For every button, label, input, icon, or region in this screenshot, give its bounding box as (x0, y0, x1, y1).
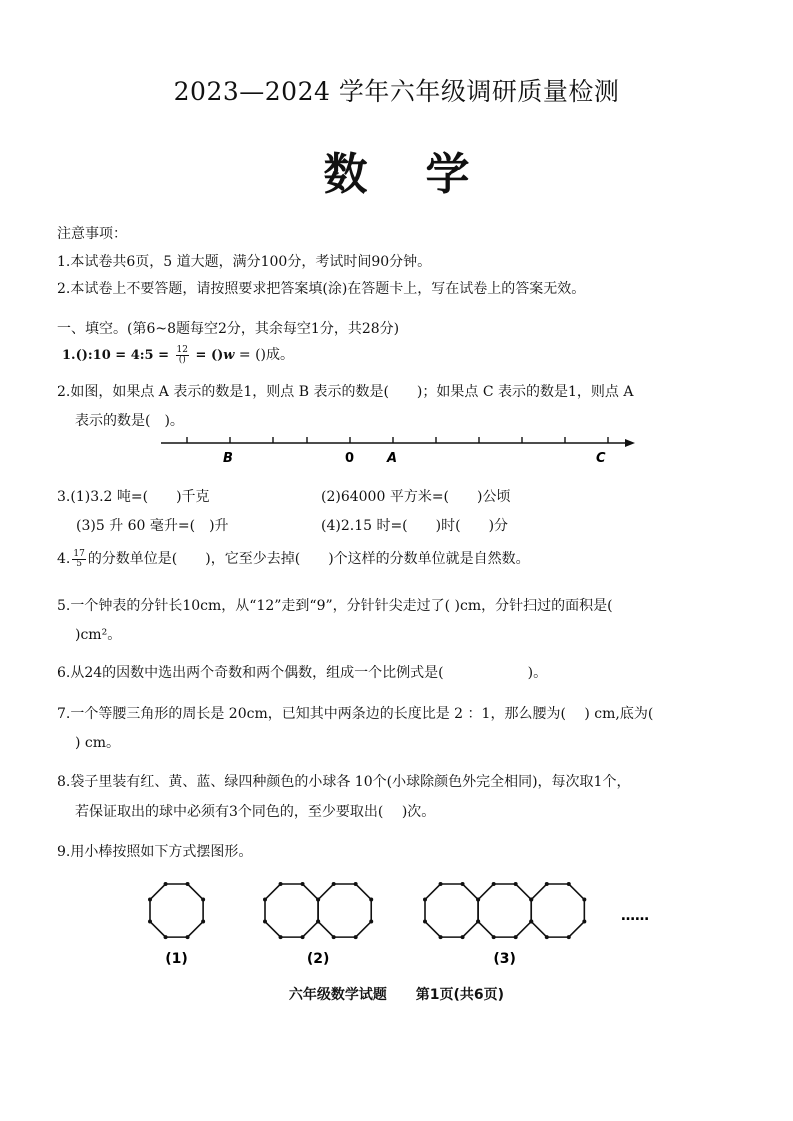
q1-part-b: = () (191, 348, 224, 363)
stick-joint-dot (423, 898, 427, 902)
question-8-line-1: 8.袋子里装有红、黄、蓝、绿四种颜色的小球各 10个(小球除颜色外完全相同)，每次取1个， (57, 774, 631, 790)
q1-part-c: = ()成。 (234, 347, 295, 363)
figure-ellipsis: …… (621, 908, 649, 924)
question-2-line-2: 表示的数是( )。 (75, 413, 184, 429)
question-3-part-2: (2)64000 平方米=( )公顷 (321, 489, 511, 505)
stick-joint-dot (263, 898, 267, 902)
stick-joint-dot (316, 920, 320, 924)
figure-1-octagon (150, 884, 203, 937)
stick-joint-dot (301, 935, 305, 939)
question-3-part-1: 3.(1)3.2 吨=( )千克 (57, 489, 210, 505)
stick-joint-dot (301, 882, 305, 886)
stick-joint-dot (263, 920, 267, 924)
stick-joint-dot (201, 920, 205, 924)
question-3-part-3: (3)5 升 60 毫升=( )升 (76, 518, 229, 534)
question-2-line-1: 2.如图，如果点 A 表示的数是1，则点 B 表示的数是( )；如果点 C 表示的数是1，则点 A (57, 384, 634, 400)
stick-joint-dot (186, 882, 190, 886)
figure-3-octagon (531, 884, 584, 937)
figure-3-octagon (425, 884, 478, 937)
figure-3-octagon (478, 884, 531, 937)
q1-fraction-denominator: () (178, 354, 186, 365)
figure-label-1: (1) (165, 951, 188, 967)
notes-heading: 注意事项： (57, 226, 127, 242)
stick-joint-dot (529, 898, 533, 902)
stick-joint-dot (545, 882, 549, 886)
point-b-label: B (223, 451, 233, 466)
q4-fraction (72, 550, 85, 569)
stick-joint-dot (567, 935, 571, 939)
stick-joint-dot (369, 898, 373, 902)
stick-joint-dot (186, 935, 190, 939)
section-1-heading: 一、填空。(第6~8题每空2分，其余每空1分，共28分) (57, 321, 400, 337)
stick-joint-dot (439, 882, 443, 886)
stick-joint-dot (279, 882, 283, 886)
question-5-line-2: )cm²。 (75, 627, 122, 643)
stick-joint-dot (492, 935, 496, 939)
footer-exam-name: 六年级数学试题 (288, 987, 387, 1003)
q4-fraction-denominator: 5 (76, 558, 82, 569)
stick-joint-dot (461, 935, 465, 939)
footer-page-number: 第1页(共6页) (415, 987, 505, 1003)
question-3-part-4: (4)2.15 时=( )时( )分 (321, 518, 509, 534)
q4-prefix: 4. (57, 551, 71, 567)
note-item-2: 2.本试卷上不要答题，请按照要求把答案填(涂)在答题卡上，写在试卷上的答案无效。 (57, 281, 586, 297)
question-6: 6.从24的因数中选出两个奇数和两个偶数，组成一个比例式是( )。 (57, 665, 548, 681)
stick-joint-dot (148, 898, 152, 902)
q4-text: 的分数单位是( )，它至少去掉( )个这样的分数单位就是自然数。 (87, 551, 530, 567)
figure-label-2: (2) (306, 951, 330, 967)
question-9: 9.用小棒按照如下方式摆图形。 (57, 844, 253, 860)
question-8-line-2: 若保证取出的球中必须有3个同色的，至少要取出( )次。 (75, 804, 436, 820)
point-a-label: A (387, 451, 398, 466)
q1-fraction-numerator: 12 (176, 344, 188, 355)
stick-joint-dot (164, 935, 168, 939)
figure-2-octagon (265, 884, 318, 937)
zero-label: 0 (345, 451, 355, 466)
stick-joint-dot (439, 935, 443, 939)
stick-joint-dot (582, 920, 586, 924)
stick-joint-dot (514, 882, 518, 886)
stick-joint-dot (164, 882, 168, 886)
stick-joint-dot (201, 898, 205, 902)
subject-title: 数学 (323, 149, 528, 200)
question-7-line-1: 7.一个等腰三角形的周长是 20cm，已知其中两条边的长度比是 2 ：1，那么腰为( ) cm,底为( (57, 706, 654, 722)
stick-joint-dot (423, 920, 427, 924)
question-4 (57, 548, 530, 569)
page-footer (0, 984, 793, 1004)
stick-joint-dot (582, 898, 586, 902)
stick-joint-dot (148, 920, 152, 924)
figure-label-3: (3) (493, 951, 516, 967)
stick-joint-dot (492, 882, 496, 886)
q1-fraction (176, 346, 189, 365)
stick-joint-dot (332, 882, 336, 886)
stick-joint-dot (354, 935, 358, 939)
stick-joint-dot (279, 935, 283, 939)
stick-joint-dot (461, 882, 465, 886)
stick-joint-dot (567, 882, 571, 886)
q1-w: w (223, 348, 235, 363)
stick-joint-dot (545, 935, 549, 939)
question-1 (62, 344, 294, 365)
stick-joint-dot (332, 935, 336, 939)
question-7-line-2: ) cm。 (75, 735, 121, 751)
octagon-pattern-figure (140, 876, 660, 976)
figure-2-octagon (318, 884, 371, 937)
stick-joint-dot (354, 882, 358, 886)
question-5-line-1: 5.一个钟表的分针长10cm，从“12”走到“9”，分针针尖走过了( )cm，分针扫过的面积是( (57, 598, 613, 614)
number-line (155, 432, 640, 468)
stick-joint-dot (529, 920, 533, 924)
exam-title: 2023—2024 学年六年级调研质量检测 (173, 77, 620, 106)
note-item-1: 1.本试卷共6页，5 道大题，满分100分，考试时间90分钟。 (57, 254, 432, 270)
stick-joint-dot (476, 898, 480, 902)
stick-joint-dot (476, 920, 480, 924)
stick-joint-dot (514, 935, 518, 939)
stick-joint-dot (316, 898, 320, 902)
q1-part-a: 1.():10 = 4:5 = (62, 348, 174, 363)
point-c-label: C (596, 451, 606, 466)
q4-fraction-numerator: 17 (73, 548, 85, 559)
stick-joint-dot (369, 920, 373, 924)
